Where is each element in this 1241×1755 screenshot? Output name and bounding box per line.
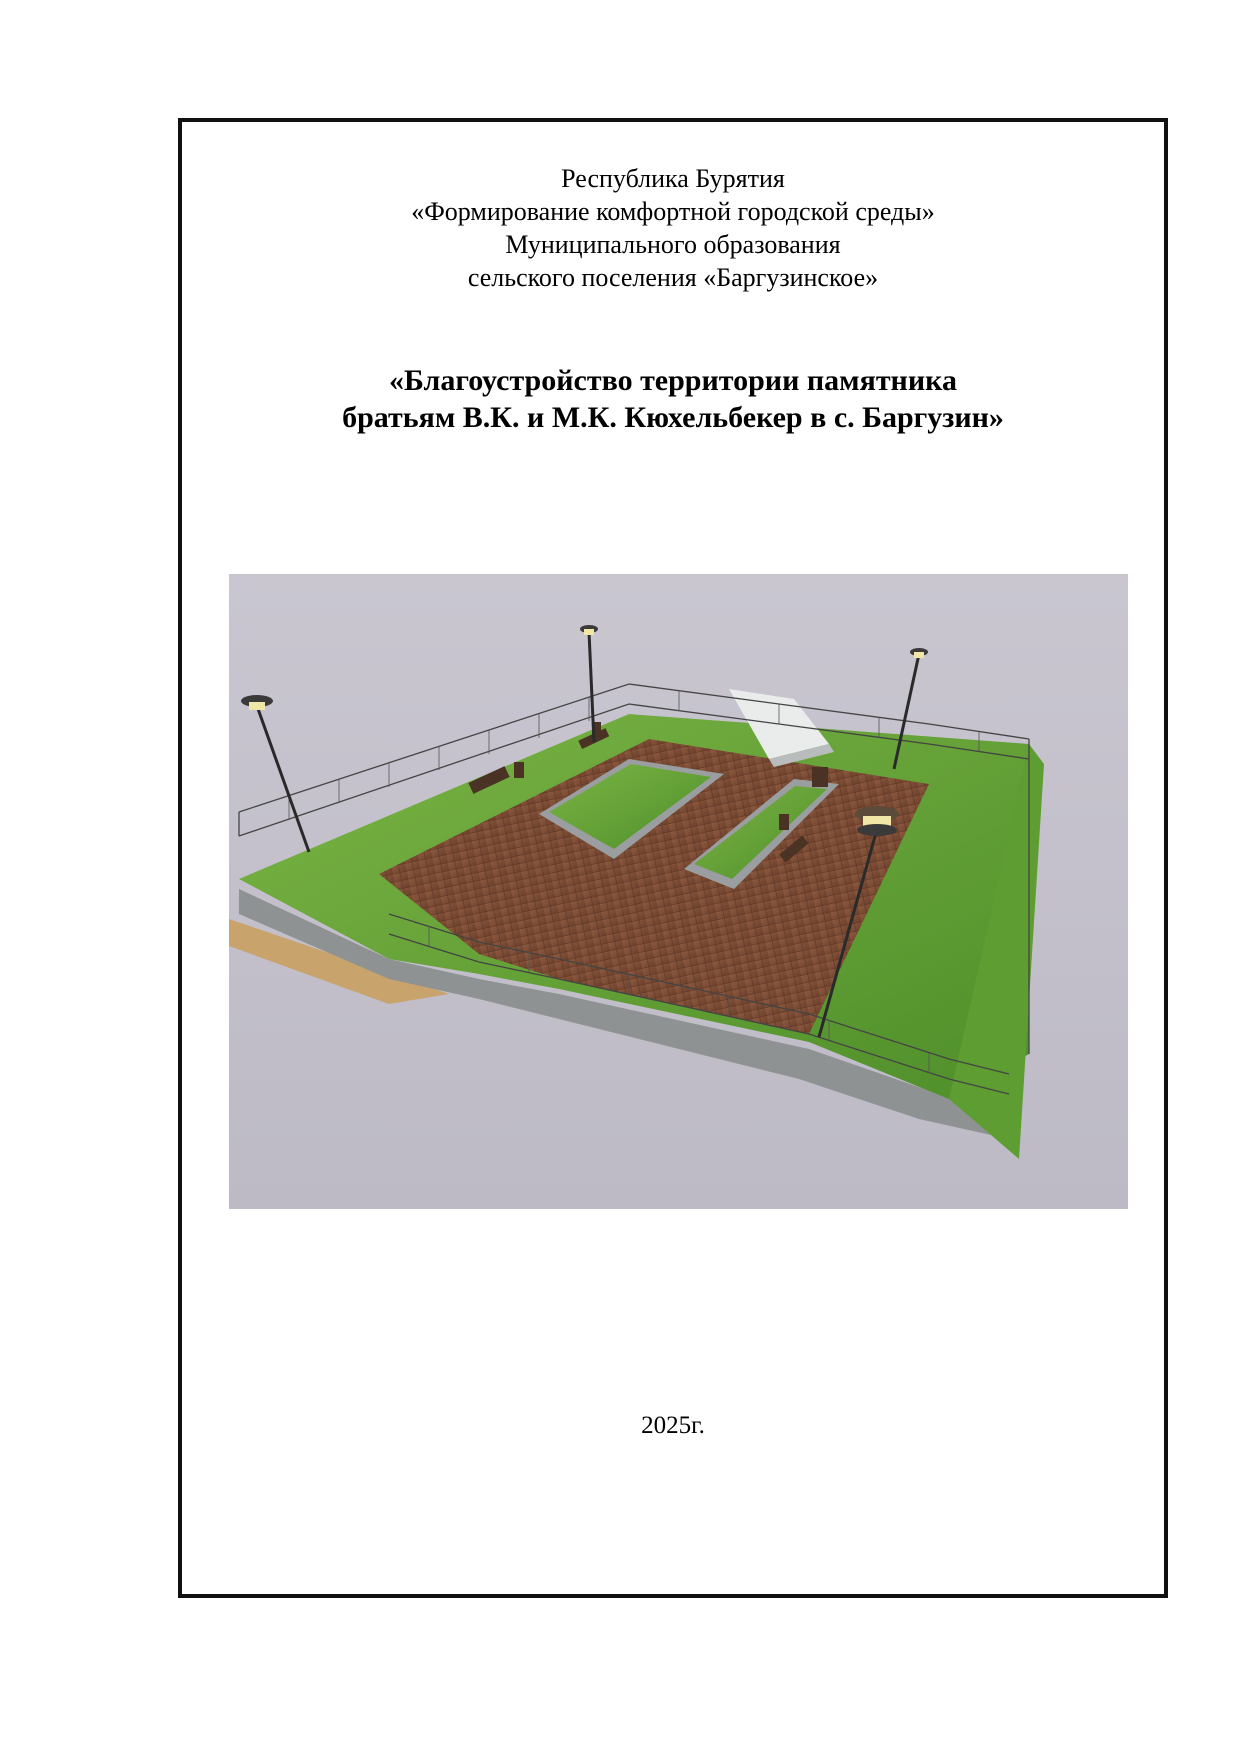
header-line-republic: Республика Бурятия: [561, 164, 785, 193]
header-line-program: «Формирование комфортной городской среды»: [411, 197, 935, 226]
header-block: [182, 162, 1164, 294]
header-line-settlement: сельского поселения «Баргузинское»: [467, 263, 879, 292]
header-line-municipality: Муниципального образования: [505, 230, 841, 259]
document-year: 2025г.: [641, 1412, 705, 1439]
title-line-2: братьям В.К. и М.К. Кюхельбекер в с. Баргузин»: [342, 401, 1004, 434]
document-title: [182, 362, 1164, 436]
title-line-1: «Благоустройство территории памятника: [389, 364, 957, 397]
landscape-render-image: [229, 574, 1128, 1209]
page-frame: [178, 118, 1168, 1598]
